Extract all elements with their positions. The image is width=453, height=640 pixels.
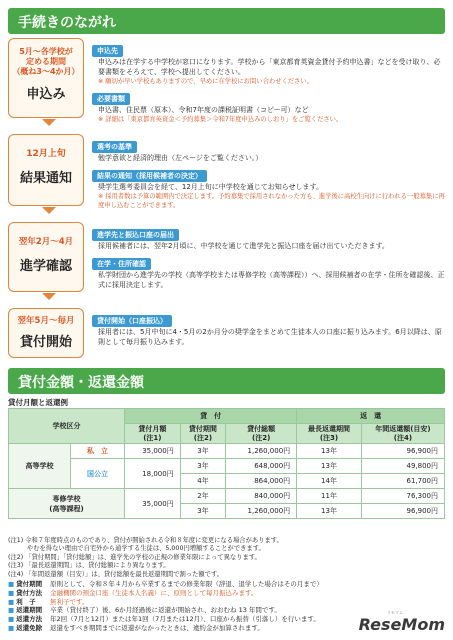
section-text: 採用者には、5月中旬に4・5月の2か月分の奨学金をまとめて生徒本人の口座に振り込みます。6月以降は、原則として毎月振り込みます。 bbox=[98, 328, 442, 346]
loan-table bbox=[8, 408, 445, 519]
term-text: 卒業（貸付終了）後、6か月経過後に返還が開始され、おおむね 13 年間です。 bbox=[50, 606, 281, 615]
cell-max-period: 14年 bbox=[297, 474, 362, 489]
procedure-heading: 手続きのながれ bbox=[8, 8, 445, 34]
section-note: ※ 願切が早い学校もありますので、早めに在学校にお問い合わせください。 bbox=[98, 78, 313, 85]
cell-total: 1,260,000円 bbox=[226, 504, 297, 519]
header-category: 学校区分 bbox=[9, 409, 125, 444]
section-text: 採用候補者には、翌年2月頃に、中学校を通じて進学先と振込口座を届け出ていただきます。 bbox=[98, 242, 389, 250]
term-text: 金融機関の預金口座（生徒本人名義）に、原則として毎月振込みます。 bbox=[50, 588, 258, 597]
term-text: 原則として、令和８年４月から卒業するまでの修業年限（辞退、退学した場合はその月まで） bbox=[50, 580, 323, 588]
school-type: 高等学校 bbox=[9, 444, 71, 489]
note-line: (注4) 「年間返還額（目安）」は、貸付総額を最長返還期間で割った額です。 bbox=[8, 570, 224, 578]
cell-period: 4年 bbox=[180, 474, 225, 489]
term-label: ■ 返還期間 bbox=[8, 606, 50, 615]
cell-annual: 49,800円 bbox=[361, 459, 444, 474]
cell-monthly: 35,000円 bbox=[125, 489, 181, 519]
step-label bbox=[8, 38, 84, 118]
cell-max-period: 13年 bbox=[297, 504, 362, 519]
step-body bbox=[92, 38, 445, 124]
cell-total: 648,000円 bbox=[226, 459, 297, 474]
term-row bbox=[8, 589, 445, 598]
cell-annual: 96,900円 bbox=[361, 504, 444, 519]
cell-period: 3年 bbox=[180, 444, 225, 459]
section-tag: 在学・住所確認 bbox=[92, 258, 151, 270]
cell-period: 2年 bbox=[180, 489, 225, 504]
section-note: ※ 採用者数は予算の範囲内で決定します。予約募集で採用されなかった方も、進学後に高校生向けに行われる一般募集に再度申し込むことができます。 bbox=[98, 193, 445, 209]
step-body bbox=[92, 134, 445, 210]
step-enrollment bbox=[8, 222, 445, 300]
step-period: 翌年2月～4月 bbox=[18, 237, 74, 247]
cell-max-period: 13年 bbox=[297, 444, 362, 459]
brand-logo: ReseMom bbox=[358, 615, 445, 634]
header-monthly: 貸付月額 (注1) bbox=[125, 424, 181, 444]
header-total: 貸付総額 (注2) bbox=[226, 424, 297, 444]
header-repay-group: 返 還 bbox=[297, 409, 445, 424]
down-arrow-icon bbox=[42, 207, 56, 214]
table-notes bbox=[8, 537, 445, 579]
header-max-period: 最長返還期間 (注3) bbox=[297, 424, 362, 444]
step-period: 12月上旬 bbox=[26, 149, 66, 159]
term-row bbox=[8, 606, 445, 615]
school-category: 私 立 bbox=[71, 444, 125, 459]
term-label: ■ 貸付方法 bbox=[8, 589, 50, 598]
cell-monthly: 35,000円 bbox=[125, 444, 181, 459]
cell-total: 864,000円 bbox=[226, 474, 297, 489]
section-tag: 貸付開始（口座振込） bbox=[92, 315, 172, 327]
section-tag: 申込先 bbox=[92, 45, 123, 57]
step-title: 貸付開始 bbox=[19, 335, 72, 350]
section-tag: 選考の基準 bbox=[92, 141, 137, 153]
step-title: 結果通知 bbox=[19, 171, 72, 186]
cell-max-period: 13年 bbox=[297, 459, 362, 474]
step-title: 申込み bbox=[26, 87, 66, 102]
cell-max-period: 11年 bbox=[297, 489, 362, 504]
section-note: ※ 詳細は「東京都育英資金＜予約募集＞令和7年度申込みのしおり」をご覧ください。 bbox=[98, 116, 343, 123]
table-row bbox=[9, 444, 445, 459]
table-row bbox=[9, 489, 445, 504]
down-arrow-icon bbox=[42, 119, 56, 126]
step-body bbox=[92, 222, 445, 290]
term-label: ■ 利 子 bbox=[8, 598, 50, 607]
term-label: ■ 返還免除 bbox=[8, 624, 50, 633]
cell-period: 3年 bbox=[180, 459, 225, 474]
term-label: ■ 返還方法 bbox=[8, 615, 50, 624]
cell-total: 1,260,000円 bbox=[226, 444, 297, 459]
table-subtitle: 貸付月額と返還例 bbox=[8, 398, 68, 407]
section-tag: 結果の通知（採用候補者の決定） bbox=[92, 170, 207, 182]
term-row bbox=[8, 580, 445, 589]
section-text: 申込みは在学する中学校が窓口になります。学校から「東京都育英資金貸付予約申込書」などを受け取り、必要書類をそろえて、学校へ提出してください。 bbox=[98, 58, 441, 76]
step-title: 進学確認 bbox=[19, 259, 72, 274]
loan-heading: 貸付金額・返還金額 bbox=[8, 368, 445, 394]
step-application bbox=[8, 38, 445, 126]
term-label: ■ 貸付期間 bbox=[8, 580, 50, 589]
school-category: 国公立 bbox=[71, 459, 125, 489]
cell-monthly: 18,000円 bbox=[125, 459, 181, 489]
cell-annual: 61,700円 bbox=[361, 474, 444, 489]
step-label bbox=[8, 308, 84, 358]
note-line: (注3) 「最長返還期間」は、貸付総額により異なります。 bbox=[8, 562, 170, 570]
header-annual: 年間返還額(目安) (注4) bbox=[361, 424, 444, 444]
term-text: 返還をすべき期間までに返還がなかったときは、違約金が加算されます。 bbox=[50, 623, 264, 632]
note-line: (注1) 令和７年度時点のものであり、貸付が開始される令和８年度に変更になる場合があります。 bbox=[8, 537, 283, 544]
header-period: 貸付期間 (注2) bbox=[180, 424, 225, 444]
cell-annual: 76,300円 bbox=[361, 489, 444, 504]
down-arrow-icon bbox=[42, 293, 56, 300]
note-line: (注2) 「貸付期間」「貸付総額」は、進学先の学校の正規の修業年限によって異なります。 bbox=[8, 553, 261, 561]
section-text: 私学財団から進学先の学校（高等学校または専修学校（高等課程））へ、採用候補者の在学・住所を確認後、正式に採用決定します。 bbox=[98, 271, 445, 289]
section-text: 勉学意欲と経済的理由（左ページをご覧ください。） bbox=[98, 154, 263, 162]
step-period: 5月～各学校が 定める期間 （概ね3～4か月） bbox=[12, 47, 80, 76]
step-label bbox=[8, 134, 84, 206]
section-tag: 進学先と振込口座の届出 bbox=[92, 229, 179, 241]
cell-annual: 96,900円 bbox=[361, 444, 444, 459]
term-text: 無利子です。 bbox=[50, 597, 89, 606]
step-body bbox=[92, 308, 445, 347]
brand-sub: リセマム bbox=[387, 610, 403, 615]
section-text: 奨学生選考委員会を経て、12月上旬に中学校を通じてお知らせします。 bbox=[98, 183, 323, 191]
step-period: 翌年5月～毎月 bbox=[17, 316, 75, 326]
term-text: 年2回（7月と12月）または年1回（7月または12月）、口座から振替（引落し）を行います。 bbox=[50, 615, 320, 624]
header-loan-group: 貸 付 bbox=[125, 409, 297, 424]
step-label bbox=[8, 222, 84, 292]
step-disbursement bbox=[8, 308, 445, 360]
section-text: 申込書、住民票（原本）、令和7年度の課税証明書（コピー可）など bbox=[98, 106, 309, 114]
cell-period: 3年 bbox=[180, 504, 225, 519]
school-type: 専修学校 (高等課程) bbox=[9, 489, 125, 519]
note-line: やむを得ない理由で自宅外から通学する生徒は、5,000円増額することができます。 bbox=[8, 545, 265, 553]
section-tag: 必要書類 bbox=[92, 93, 130, 105]
table-row bbox=[9, 459, 445, 474]
step-result bbox=[8, 134, 445, 214]
cell-total: 840,000円 bbox=[226, 489, 297, 504]
